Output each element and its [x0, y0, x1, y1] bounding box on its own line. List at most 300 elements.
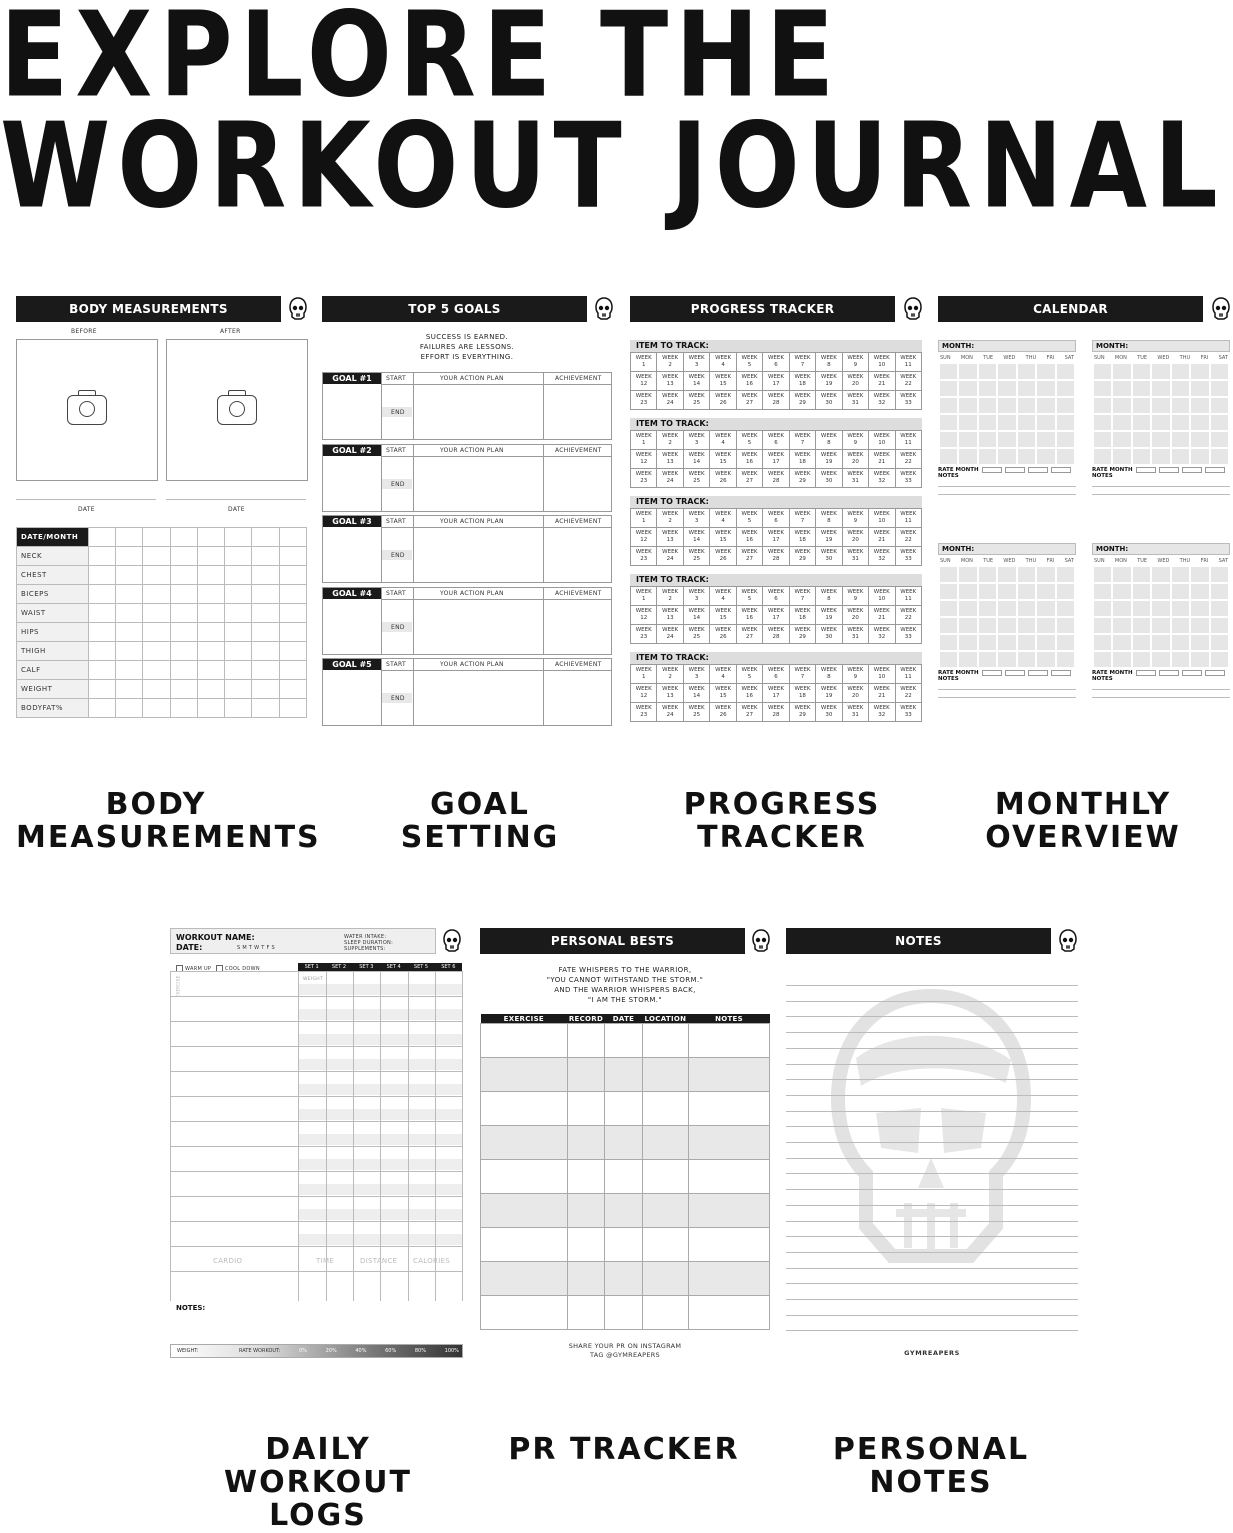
day-cell[interactable]	[979, 584, 996, 599]
day-cell[interactable]	[1211, 381, 1228, 396]
day-cell[interactable]	[1152, 415, 1169, 430]
day-cell[interactable]	[1211, 652, 1228, 667]
day-cell[interactable]	[1191, 432, 1208, 447]
day-cell[interactable]	[1037, 432, 1054, 447]
day-cell[interactable]	[1211, 618, 1228, 633]
week-cell[interactable]: WEEK 20	[843, 684, 869, 703]
week-cell[interactable]: WEEK 16	[737, 606, 763, 625]
week-cell[interactable]: WEEK 21	[869, 372, 895, 391]
day-cell[interactable]	[1113, 652, 1130, 667]
week-cell[interactable]: WEEK 28	[763, 547, 789, 566]
day-cell[interactable]	[940, 567, 957, 582]
week-cell[interactable]: WEEK 6	[763, 431, 789, 450]
day-cell[interactable]	[1037, 449, 1054, 464]
day-cell[interactable]	[1191, 618, 1208, 633]
rate-box[interactable]	[1182, 670, 1202, 676]
pb-cell[interactable]	[642, 1262, 688, 1296]
week-cell[interactable]: WEEK 23	[631, 391, 657, 410]
day-cell[interactable]	[1094, 432, 1111, 447]
pb-cell[interactable]	[689, 1058, 770, 1092]
day-cell[interactable]	[940, 364, 957, 379]
day-cell[interactable]	[1018, 364, 1035, 379]
rate-box[interactable]	[1205, 670, 1225, 676]
day-cell[interactable]	[1113, 584, 1130, 599]
week-cell[interactable]: WEEK 3	[684, 665, 710, 684]
day-cell[interactable]	[998, 381, 1015, 396]
week-cell[interactable]: WEEK 24	[657, 625, 683, 644]
week-cell[interactable]: WEEK 2	[657, 353, 683, 372]
pb-cell[interactable]	[642, 1160, 688, 1194]
day-cell[interactable]	[1133, 381, 1150, 396]
week-cell[interactable]: WEEK 33	[896, 547, 922, 566]
pb-cell[interactable]	[567, 1262, 605, 1296]
day-cell[interactable]	[1094, 398, 1111, 413]
week-cell[interactable]: WEEK 1	[631, 431, 657, 450]
week-cell[interactable]: WEEK 33	[896, 625, 922, 644]
day-cell[interactable]	[1152, 398, 1169, 413]
day-cell[interactable]	[1172, 364, 1189, 379]
rating-percent[interactable]: 0%	[299, 1348, 307, 1354]
week-cell[interactable]: WEEK 31	[843, 703, 869, 722]
day-cell[interactable]	[1113, 364, 1130, 379]
rating-percent[interactable]: 60%	[385, 1348, 397, 1354]
day-cell[interactable]	[959, 635, 976, 650]
week-cell[interactable]: WEEK 33	[896, 469, 922, 488]
day-cell[interactable]	[1057, 381, 1074, 396]
week-cell[interactable]: WEEK 9	[843, 431, 869, 450]
week-cell[interactable]: WEEK 5	[737, 509, 763, 528]
day-cell[interactable]	[998, 364, 1015, 379]
week-cell[interactable]: WEEK 15	[710, 450, 736, 469]
week-cell[interactable]: WEEK 9	[843, 509, 869, 528]
rate-box[interactable]	[1159, 670, 1179, 676]
rate-box[interactable]	[1182, 467, 1202, 473]
week-cell[interactable]: WEEK 26	[710, 469, 736, 488]
week-cell[interactable]: WEEK 15	[710, 606, 736, 625]
week-cell[interactable]: WEEK 12	[631, 606, 657, 625]
pb-cell[interactable]	[481, 1194, 568, 1228]
day-cell[interactable]	[998, 415, 1015, 430]
week-cell[interactable]: WEEK 32	[869, 625, 895, 644]
day-cell[interactable]	[940, 449, 957, 464]
pb-cell[interactable]	[567, 1296, 605, 1330]
week-cell[interactable]: WEEK 4	[710, 353, 736, 372]
day-cell[interactable]	[1211, 635, 1228, 650]
pb-cell[interactable]	[642, 1092, 688, 1126]
week-cell[interactable]: WEEK 19	[816, 684, 842, 703]
week-cell[interactable]: WEEK 18	[790, 684, 816, 703]
day-cell[interactable]	[1191, 635, 1208, 650]
week-cell[interactable]: WEEK 21	[869, 684, 895, 703]
week-cell[interactable]: WEEK 28	[763, 625, 789, 644]
week-cell[interactable]: WEEK 23	[631, 547, 657, 566]
week-cell[interactable]: WEEK 22	[896, 606, 922, 625]
week-cell[interactable]: WEEK 14	[684, 372, 710, 391]
week-cell[interactable]: WEEK 5	[737, 353, 763, 372]
pb-cell[interactable]	[689, 1160, 770, 1194]
week-cell[interactable]: WEEK 16	[737, 528, 763, 547]
day-cell[interactable]	[940, 618, 957, 633]
week-cell[interactable]: WEEK 18	[790, 606, 816, 625]
week-cell[interactable]: WEEK 27	[737, 469, 763, 488]
day-cell[interactable]	[1057, 584, 1074, 599]
week-cell[interactable]: WEEK 28	[763, 391, 789, 410]
rate-box[interactable]	[982, 670, 1002, 676]
rate-box[interactable]	[1136, 467, 1156, 473]
pb-cell[interactable]	[481, 1092, 568, 1126]
day-cell[interactable]	[979, 567, 996, 582]
day-cell[interactable]	[1113, 432, 1130, 447]
day-cell[interactable]	[979, 618, 996, 633]
week-cell[interactable]: WEEK 2	[657, 665, 683, 684]
day-cell[interactable]	[1133, 415, 1150, 430]
day-cell[interactable]	[1113, 381, 1130, 396]
week-cell[interactable]: WEEK 25	[684, 469, 710, 488]
pb-cell[interactable]	[605, 1228, 643, 1262]
week-cell[interactable]: WEEK 11	[896, 431, 922, 450]
week-cell[interactable]: WEEK 3	[684, 509, 710, 528]
pb-cell[interactable]	[481, 1262, 568, 1296]
day-cell[interactable]	[1191, 567, 1208, 582]
day-cell[interactable]	[940, 415, 957, 430]
day-cell[interactable]	[1172, 398, 1189, 413]
week-cell[interactable]: WEEK 13	[657, 450, 683, 469]
day-cell[interactable]	[1191, 415, 1208, 430]
week-cell[interactable]: WEEK 10	[869, 509, 895, 528]
day-cell[interactable]	[959, 432, 976, 447]
day-cell[interactable]	[1018, 381, 1035, 396]
week-cell[interactable]: WEEK 32	[869, 469, 895, 488]
pb-cell[interactable]	[689, 1296, 770, 1330]
week-cell[interactable]: WEEK 18	[790, 372, 816, 391]
day-cell[interactable]	[1094, 635, 1111, 650]
week-cell[interactable]: WEEK 13	[657, 528, 683, 547]
day-cell[interactable]	[1133, 432, 1150, 447]
day-cell[interactable]	[1133, 635, 1150, 650]
rating-percent[interactable]: 100%	[444, 1348, 459, 1354]
day-cell[interactable]	[1057, 601, 1074, 616]
day-cell[interactable]	[1037, 601, 1054, 616]
day-cell[interactable]	[998, 635, 1015, 650]
day-cell[interactable]	[1191, 449, 1208, 464]
day-cell[interactable]	[979, 381, 996, 396]
day-cell[interactable]	[940, 584, 957, 599]
day-cell[interactable]	[1211, 398, 1228, 413]
day-cell[interactable]	[1113, 618, 1130, 633]
week-cell[interactable]: WEEK 1	[631, 587, 657, 606]
week-cell[interactable]: WEEK 25	[684, 703, 710, 722]
week-cell[interactable]: WEEK 5	[737, 587, 763, 606]
day-cell[interactable]	[1211, 415, 1228, 430]
pb-cell[interactable]	[481, 1058, 568, 1092]
week-cell[interactable]: WEEK 21	[869, 528, 895, 547]
day-cell[interactable]	[1172, 567, 1189, 582]
pb-cell[interactable]	[689, 1262, 770, 1296]
week-cell[interactable]: WEEK 28	[763, 703, 789, 722]
week-cell[interactable]: WEEK 15	[710, 684, 736, 703]
day-cell[interactable]	[959, 618, 976, 633]
week-cell[interactable]: WEEK 20	[843, 450, 869, 469]
pb-cell[interactable]	[567, 1092, 605, 1126]
day-cell[interactable]	[998, 567, 1015, 582]
day-cell[interactable]	[1152, 567, 1169, 582]
day-cell[interactable]	[1172, 584, 1189, 599]
week-cell[interactable]: WEEK 12	[631, 528, 657, 547]
day-cell[interactable]	[959, 398, 976, 413]
week-cell[interactable]: WEEK 29	[790, 547, 816, 566]
week-cell[interactable]: WEEK 19	[816, 450, 842, 469]
day-cell[interactable]	[1133, 601, 1150, 616]
week-cell[interactable]: WEEK 17	[763, 684, 789, 703]
week-cell[interactable]: WEEK 19	[816, 606, 842, 625]
week-cell[interactable]: WEEK 30	[816, 703, 842, 722]
pb-cell[interactable]	[567, 1024, 605, 1058]
week-cell[interactable]: WEEK 11	[896, 665, 922, 684]
week-cell[interactable]: WEEK 2	[657, 587, 683, 606]
week-cell[interactable]: WEEK 17	[763, 450, 789, 469]
week-cell[interactable]: WEEK 10	[869, 587, 895, 606]
week-cell[interactable]: WEEK 7	[790, 431, 816, 450]
week-cell[interactable]: WEEK 6	[763, 665, 789, 684]
pb-cell[interactable]	[605, 1262, 643, 1296]
week-cell[interactable]: WEEK 8	[816, 665, 842, 684]
week-cell[interactable]: WEEK 23	[631, 469, 657, 488]
day-cell[interactable]	[1172, 652, 1189, 667]
day-cell[interactable]	[1133, 364, 1150, 379]
week-cell[interactable]: WEEK 4	[710, 509, 736, 528]
day-cell[interactable]	[1094, 567, 1111, 582]
pb-cell[interactable]	[567, 1058, 605, 1092]
pb-cell[interactable]	[567, 1160, 605, 1194]
rating-percent[interactable]: 20%	[325, 1348, 337, 1354]
week-cell[interactable]: WEEK 10	[869, 353, 895, 372]
rate-box[interactable]	[1051, 467, 1071, 473]
week-cell[interactable]: WEEK 30	[816, 391, 842, 410]
day-cell[interactable]	[1037, 567, 1054, 582]
rate-box[interactable]	[1028, 670, 1048, 676]
day-cell[interactable]	[1133, 652, 1150, 667]
day-cell[interactable]	[1037, 364, 1054, 379]
week-cell[interactable]: WEEK 18	[790, 528, 816, 547]
day-cell[interactable]	[1133, 584, 1150, 599]
pb-cell[interactable]	[481, 1126, 568, 1160]
week-cell[interactable]: WEEK 18	[790, 450, 816, 469]
day-cell[interactable]	[1057, 618, 1074, 633]
day-cell[interactable]	[1133, 567, 1150, 582]
week-cell[interactable]: WEEK 2	[657, 431, 683, 450]
day-cell[interactable]	[1152, 432, 1169, 447]
pb-cell[interactable]	[689, 1228, 770, 1262]
day-cell[interactable]	[1018, 432, 1035, 447]
week-cell[interactable]: WEEK 25	[684, 547, 710, 566]
pb-cell[interactable]	[605, 1024, 643, 1058]
day-cell[interactable]	[940, 381, 957, 396]
day-cell[interactable]	[979, 601, 996, 616]
day-cell[interactable]	[979, 415, 996, 430]
week-cell[interactable]: WEEK 6	[763, 353, 789, 372]
week-cell[interactable]: WEEK 7	[790, 587, 816, 606]
day-cell[interactable]	[1172, 635, 1189, 650]
week-cell[interactable]: WEEK 14	[684, 606, 710, 625]
week-cell[interactable]: WEEK 24	[657, 547, 683, 566]
day-cell[interactable]	[1113, 601, 1130, 616]
day-cell[interactable]	[1018, 618, 1035, 633]
week-cell[interactable]: WEEK 29	[790, 391, 816, 410]
week-cell[interactable]: WEEK 1	[631, 509, 657, 528]
week-cell[interactable]: WEEK 30	[816, 547, 842, 566]
day-cell[interactable]	[1037, 415, 1054, 430]
day-cell[interactable]	[1094, 381, 1111, 396]
week-cell[interactable]: WEEK 21	[869, 606, 895, 625]
pb-cell[interactable]	[605, 1092, 643, 1126]
day-cell[interactable]	[1113, 398, 1130, 413]
day-cell[interactable]	[1057, 415, 1074, 430]
day-cell[interactable]	[959, 381, 976, 396]
pb-cell[interactable]	[567, 1126, 605, 1160]
pb-cell[interactable]	[481, 1228, 568, 1262]
day-cell[interactable]	[1191, 381, 1208, 396]
week-cell[interactable]: WEEK 20	[843, 372, 869, 391]
week-cell[interactable]: WEEK 17	[763, 606, 789, 625]
week-cell[interactable]: WEEK 29	[790, 469, 816, 488]
week-cell[interactable]: WEEK 25	[684, 391, 710, 410]
week-cell[interactable]: WEEK 29	[790, 703, 816, 722]
day-cell[interactable]	[1211, 601, 1228, 616]
day-cell[interactable]	[998, 432, 1015, 447]
rating-percent[interactable]: 40%	[355, 1348, 367, 1354]
day-cell[interactable]	[1094, 652, 1111, 667]
pb-cell[interactable]	[567, 1194, 605, 1228]
week-cell[interactable]: WEEK 9	[843, 587, 869, 606]
rate-box[interactable]	[1205, 467, 1225, 473]
day-cell[interactable]	[1133, 449, 1150, 464]
week-cell[interactable]: WEEK 29	[790, 625, 816, 644]
day-cell[interactable]	[1057, 364, 1074, 379]
pb-cell[interactable]	[689, 1092, 770, 1126]
week-cell[interactable]: WEEK 3	[684, 431, 710, 450]
week-cell[interactable]: WEEK 7	[790, 665, 816, 684]
day-cell[interactable]	[1094, 601, 1111, 616]
week-cell[interactable]: WEEK 2	[657, 509, 683, 528]
day-cell[interactable]	[1211, 567, 1228, 582]
day-cell[interactable]	[979, 449, 996, 464]
week-cell[interactable]: WEEK 24	[657, 469, 683, 488]
week-cell[interactable]: WEEK 15	[710, 372, 736, 391]
week-cell[interactable]: WEEK 30	[816, 625, 842, 644]
week-cell[interactable]: WEEK 33	[896, 703, 922, 722]
week-cell[interactable]: WEEK 12	[631, 450, 657, 469]
warmup-checkbox[interactable]: WARM UP	[176, 965, 211, 972]
day-cell[interactable]	[1094, 415, 1111, 430]
day-cell[interactable]	[1211, 449, 1228, 464]
week-cell[interactable]: WEEK 19	[816, 528, 842, 547]
week-cell[interactable]: WEEK 31	[843, 469, 869, 488]
week-cell[interactable]: WEEK 3	[684, 587, 710, 606]
rate-box[interactable]	[1159, 467, 1179, 473]
day-cell[interactable]	[959, 652, 976, 667]
pb-cell[interactable]	[689, 1194, 770, 1228]
week-cell[interactable]: WEEK 17	[763, 528, 789, 547]
pb-cell[interactable]	[689, 1126, 770, 1160]
week-cell[interactable]: WEEK 27	[737, 547, 763, 566]
day-cell[interactable]	[1133, 398, 1150, 413]
day-cell[interactable]	[1094, 449, 1111, 464]
week-cell[interactable]: WEEK 12	[631, 372, 657, 391]
week-cell[interactable]: WEEK 4	[710, 665, 736, 684]
pb-cell[interactable]	[642, 1194, 688, 1228]
pb-cell[interactable]	[642, 1058, 688, 1092]
day-cell[interactable]	[1211, 432, 1228, 447]
day-cell[interactable]	[979, 635, 996, 650]
week-cell[interactable]: WEEK 26	[710, 547, 736, 566]
week-cell[interactable]: WEEK 32	[869, 391, 895, 410]
week-cell[interactable]: WEEK 1	[631, 665, 657, 684]
day-cell[interactable]	[1018, 415, 1035, 430]
week-cell[interactable]: WEEK 9	[843, 353, 869, 372]
week-cell[interactable]: WEEK 10	[869, 665, 895, 684]
week-cell[interactable]: WEEK 32	[869, 703, 895, 722]
day-cell[interactable]	[1113, 449, 1130, 464]
week-cell[interactable]: WEEK 20	[843, 606, 869, 625]
pb-cell[interactable]	[605, 1194, 643, 1228]
week-cell[interactable]: WEEK 24	[657, 391, 683, 410]
week-cell[interactable]: WEEK 14	[684, 528, 710, 547]
week-cell[interactable]: WEEK 32	[869, 547, 895, 566]
day-cell[interactable]	[1172, 432, 1189, 447]
day-cell[interactable]	[998, 398, 1015, 413]
week-cell[interactable]: WEEK 7	[790, 509, 816, 528]
week-cell[interactable]: WEEK 13	[657, 684, 683, 703]
week-cell[interactable]: WEEK 16	[737, 684, 763, 703]
week-cell[interactable]: WEEK 8	[816, 353, 842, 372]
week-cell[interactable]: WEEK 10	[869, 431, 895, 450]
week-cell[interactable]: WEEK 13	[657, 606, 683, 625]
rate-box[interactable]	[1051, 670, 1071, 676]
pb-cell[interactable]	[605, 1296, 643, 1330]
week-cell[interactable]: WEEK 31	[843, 547, 869, 566]
day-cell[interactable]	[959, 567, 976, 582]
day-cell[interactable]	[1057, 652, 1074, 667]
week-cell[interactable]: WEEK 27	[737, 391, 763, 410]
day-cell[interactable]	[1094, 584, 1111, 599]
week-cell[interactable]: WEEK 1	[631, 353, 657, 372]
week-cell[interactable]: WEEK 8	[816, 509, 842, 528]
day-cell[interactable]	[1152, 618, 1169, 633]
day-cell[interactable]	[1037, 398, 1054, 413]
week-cell[interactable]: WEEK 26	[710, 625, 736, 644]
week-cell[interactable]: WEEK 9	[843, 665, 869, 684]
day-cell[interactable]	[1172, 618, 1189, 633]
day-cell[interactable]	[1018, 567, 1035, 582]
pb-cell[interactable]	[481, 1024, 568, 1058]
day-cell[interactable]	[940, 652, 957, 667]
day-cell[interactable]	[940, 635, 957, 650]
week-cell[interactable]: WEEK 16	[737, 372, 763, 391]
day-cell[interactable]	[1057, 432, 1074, 447]
pb-cell[interactable]	[642, 1126, 688, 1160]
week-cell[interactable]: WEEK 22	[896, 450, 922, 469]
pb-cell[interactable]	[567, 1228, 605, 1262]
day-cell[interactable]	[1211, 584, 1228, 599]
day-cell[interactable]	[1211, 364, 1228, 379]
week-cell[interactable]: WEEK 7	[790, 353, 816, 372]
day-cell[interactable]	[1152, 652, 1169, 667]
week-cell[interactable]: WEEK 4	[710, 431, 736, 450]
rate-box[interactable]	[1005, 467, 1025, 473]
day-cell[interactable]	[1037, 618, 1054, 633]
week-cell[interactable]: WEEK 27	[737, 703, 763, 722]
day-cell[interactable]	[1094, 618, 1111, 633]
